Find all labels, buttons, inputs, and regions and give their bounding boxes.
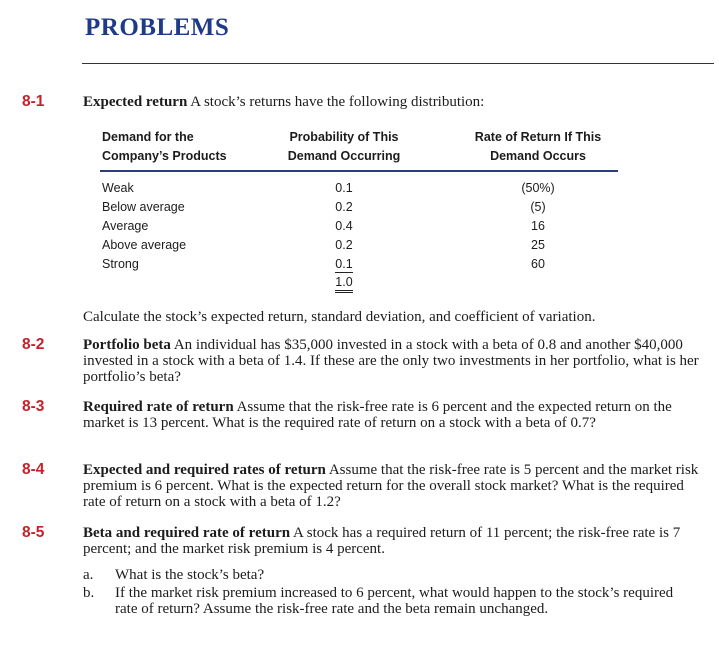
table-cell: Below average (102, 200, 185, 214)
probability-column (319, 179, 369, 293)
problem-number: 8-5 (22, 524, 45, 541)
demand-column (102, 179, 186, 274)
table-header-probability (269, 128, 419, 166)
part-text: If the market risk premium increased to 6 percent, what would happen to the stock’s required rate of return? Assume the risk-free rate and the beta remain unchanged. (115, 585, 674, 617)
problem-body: Assume that the risk-free rate is 5 percent and the market risk premium is 6 percent. What is the expected return for the overall stock market? What is the required rate of return on a stock with a beta of 1.2? (83, 462, 699, 510)
page-title: PROBLEMS (85, 14, 230, 41)
table-cell (319, 255, 369, 274)
table-cell: Weak (102, 181, 134, 195)
problem-body: Assume that the risk-free rate is 6 percent and the expected return on the market is 13 percent. What is the required rate of return on a stock with a beta of 0.7? (83, 399, 672, 431)
table-cell: Above average (102, 238, 187, 252)
table-header-demand (102, 128, 227, 166)
problem-number: 8-1 (22, 93, 45, 110)
probability-total: 1.0 (335, 275, 352, 293)
header-line: Demand for the (102, 130, 194, 144)
problem-text (83, 462, 703, 510)
heading-rule (82, 63, 714, 64)
problem-number: 8-3 (22, 398, 45, 415)
problem-body: A stock has a required return of 11 percent; the risk-free rate is 7 percent; and the market risk premium is 4 percent. (83, 525, 681, 557)
table-cell: Average (102, 219, 149, 233)
table-cell: 0.1 (335, 181, 353, 195)
table-cell: (50%) (521, 181, 555, 195)
problem-text (83, 337, 703, 385)
problem-body: An individual has $35,000 invested in a stock with a beta of 0.8 and another $40,000 invested in a stock with a beta of 1.4. If these are the only two investments in her portfolio, what is her portfolio’s beta? (83, 337, 699, 385)
problem-title: Expected and required rates of return (83, 462, 326, 478)
header-line: Company’s Products (102, 149, 227, 163)
table-cell: 0.2 (335, 200, 353, 214)
problem-title: Expected return (83, 94, 188, 110)
table-header-return (452, 128, 624, 166)
part-label: b. (83, 585, 95, 601)
table-header-rule (100, 170, 618, 172)
header-line: Probability of This (289, 130, 399, 144)
problem-title: Beta and required rate of return (83, 525, 291, 541)
problem-title: Required rate of return (83, 399, 234, 415)
table-cell: 16 (531, 219, 545, 233)
header-line: Demand Occurs (490, 149, 586, 163)
header-line: Demand Occurring (287, 149, 401, 163)
table-cell: 60 (531, 257, 545, 271)
problem-number: 8-4 (22, 461, 45, 478)
return-column (508, 179, 568, 274)
problem-text (83, 399, 703, 431)
table-total (319, 274, 369, 293)
problem-text (83, 94, 703, 110)
part-label: a. (83, 567, 94, 583)
table-cell: 0.4 (335, 219, 353, 233)
problem-text (83, 525, 703, 557)
problem-title: Portfolio beta (83, 337, 171, 353)
table-cell: 0.1 (335, 257, 353, 271)
table-cell: 0.2 (335, 238, 353, 252)
problem-number: 8-2 (22, 336, 45, 353)
table-cell: 25 (531, 238, 545, 252)
table-cell: (5) (530, 200, 546, 214)
problem-body: A stock’s returns have the following distribution: (187, 94, 485, 110)
problem-followup: Calculate the stock’s expected return, standard deviation, and coefficient of variation. (83, 309, 596, 325)
header-line: Rate of Return If This (474, 130, 602, 144)
table-cell: Strong (102, 257, 139, 271)
part-text: What is the stock’s beta? (115, 567, 265, 583)
